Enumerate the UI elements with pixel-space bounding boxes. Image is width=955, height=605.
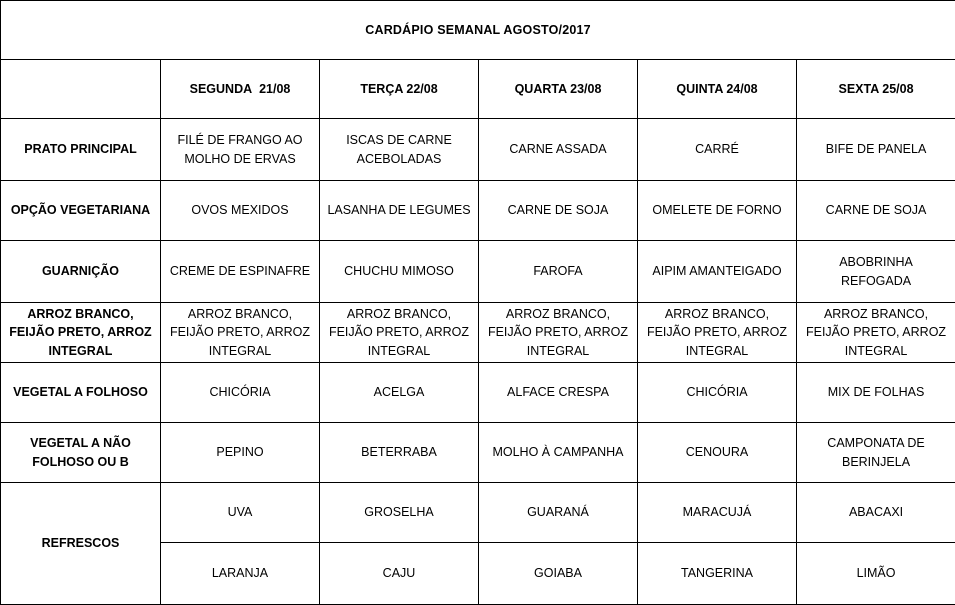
row-header-opcao-vegetariana: OPÇÃO VEGETARIANA: [1, 181, 161, 241]
table-row-arroz-feijao: [1, 303, 955, 363]
menu-cell: ISCAS DE CARNE ACEBOLADAS: [320, 119, 479, 181]
menu-cell: CAJU: [320, 543, 479, 605]
menu-cell: TANGERINA: [638, 543, 797, 605]
menu-cell: UVA: [161, 483, 320, 543]
menu-cell: PEPINO: [161, 423, 320, 483]
column-header-sexta: SEXTA 25/08: [797, 60, 955, 119]
row-header-refrescos: REFRESCOS: [1, 483, 161, 605]
column-header-quarta: QUARTA 23/08: [479, 60, 638, 119]
title-row: [1, 1, 955, 60]
menu-cell: GOIABA: [479, 543, 638, 605]
column-header-terca: TERÇA 22/08: [320, 60, 479, 119]
menu-cell: CARRÉ: [638, 119, 797, 181]
table-row-vegetal-folhoso: [1, 363, 955, 423]
row-header-prato-principal: PRATO PRINCIPAL: [1, 119, 161, 181]
menu-cell: FILÉ DE FRANGO AO MOLHO DE ERVAS: [161, 119, 320, 181]
table-row-guarnicao: [1, 241, 955, 303]
menu-cell: CHUCHU MIMOSO: [320, 241, 479, 303]
menu-cell: ARROZ BRANCO, FEIJÃO PRETO, ARROZ INTEGRAL: [161, 303, 320, 363]
menu-cell: ARROZ BRANCO, FEIJÃO PRETO, ARROZ INTEGRAL: [797, 303, 955, 363]
menu-cell: MIX DE FOLHAS: [797, 363, 955, 423]
menu-cell: MOLHO À CAMPANHA: [479, 423, 638, 483]
menu-cell: ALFACE CRESPA: [479, 363, 638, 423]
table-row-vegetal-nao-folhoso: [1, 423, 955, 483]
table-row-prato-principal: [1, 119, 955, 181]
menu-cell: CENOURA: [638, 423, 797, 483]
table-row-refrescos-top: [1, 483, 955, 543]
menu-cell: CARNE DE SOJA: [479, 181, 638, 241]
menu-cell: ARROZ BRANCO, FEIJÃO PRETO, ARROZ INTEGRAL: [638, 303, 797, 363]
menu-cell: CARNE DE SOJA: [797, 181, 955, 241]
column-header-row: [1, 60, 955, 119]
menu-cell: OMELETE DE FORNO: [638, 181, 797, 241]
menu-cell: ABACAXI: [797, 483, 955, 543]
menu-cell: FAROFA: [479, 241, 638, 303]
menu-cell: GUARANÁ: [479, 483, 638, 543]
menu-cell: ARROZ BRANCO, FEIJÃO PRETO, ARROZ INTEGRAL: [320, 303, 479, 363]
menu-cell: AIPIM AMANTEIGADO: [638, 241, 797, 303]
menu-cell: CHICÓRIA: [161, 363, 320, 423]
menu-cell: GROSELHA: [320, 483, 479, 543]
column-header-quinta: QUINTA 24/08: [638, 60, 797, 119]
menu-cell: CARNE ASSADA: [479, 119, 638, 181]
table-title: CARDÁPIO SEMANAL AGOSTO/2017: [1, 1, 955, 60]
menu-cell: BIFE DE PANELA: [797, 119, 955, 181]
menu-cell: LASANHA DE LEGUMES: [320, 181, 479, 241]
menu-cell: CAMPONATA DE BERINJELA: [797, 423, 955, 483]
menu-cell: CHICÓRIA: [638, 363, 797, 423]
menu-cell: ARROZ BRANCO, FEIJÃO PRETO, ARROZ INTEGRAL: [479, 303, 638, 363]
row-header-vegetal-folhoso: VEGETAL A FOLHOSO: [1, 363, 161, 423]
menu-cell: ABOBRINHA REFOGADA: [797, 241, 955, 303]
menu-cell: MARACUJÁ: [638, 483, 797, 543]
column-header-segunda: SEGUNDA 21/08: [161, 60, 320, 119]
table-row-opcao-vegetariana: [1, 181, 955, 241]
row-header-guarnicao: GUARNIÇÃO: [1, 241, 161, 303]
row-header-vegetal-nao-folhoso: VEGETAL A NÃO FOLHOSO OU B: [1, 423, 161, 483]
menu-cell: CREME DE ESPINAFRE: [161, 241, 320, 303]
menu-cell: BETERRABA: [320, 423, 479, 483]
menu-cell: ACELGA: [320, 363, 479, 423]
menu-cell: LARANJA: [161, 543, 320, 605]
menu-cell: OVOS MEXIDOS: [161, 181, 320, 241]
menu-cell: LIMÃO: [797, 543, 955, 605]
row-header-arroz-feijao: ARROZ BRANCO, FEIJÃO PRETO, ARROZ INTEGRAL: [1, 303, 161, 363]
corner-empty-cell: [1, 60, 161, 119]
